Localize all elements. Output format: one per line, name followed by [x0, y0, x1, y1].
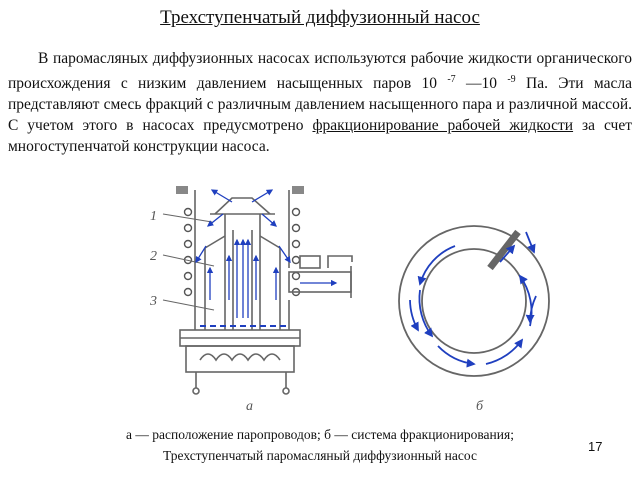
para-text-1: В паромасляных диффузионных насосах используются рабочие жидкости органического происхождения с низким давлением насыщенных паров 10: [8, 50, 632, 93]
label-2: 2: [150, 249, 157, 264]
fractionation-diagram: [399, 226, 549, 376]
label-1: 1: [150, 209, 157, 224]
label-3: 3: [150, 294, 157, 309]
figure-caption: [60, 424, 580, 466]
pump-section-diagram: [163, 186, 352, 394]
exponent-2: -9: [507, 74, 516, 85]
vapor-flow-arrows: [196, 190, 336, 318]
page-number: 17: [588, 439, 603, 454]
subfigure-a-label: а: [246, 399, 253, 414]
subfigure-b-label: б: [476, 399, 484, 414]
para-text-3: Па. Эти масла представляют смесь фракций с различным давлением насыщенного пара и различной массой. С учетом этого в насосах предусмотрено: [8, 75, 633, 135]
para-text-2: —10: [455, 75, 508, 93]
slide-title: Трехступенчатый диффузионный насос: [160, 7, 480, 28]
para-text-4: за счет многоступенчатой конструкции насоса.: [8, 117, 632, 156]
caption-line-2: Трехступенчатый паромасляный диффузионный насос: [163, 448, 477, 463]
caption-line-1: а — расположение паропроводов; б — система фракционирования;: [126, 427, 514, 442]
underlined-term: фракционирование рабочей жидкости: [312, 117, 574, 135]
exponent-1: -7: [447, 74, 456, 85]
